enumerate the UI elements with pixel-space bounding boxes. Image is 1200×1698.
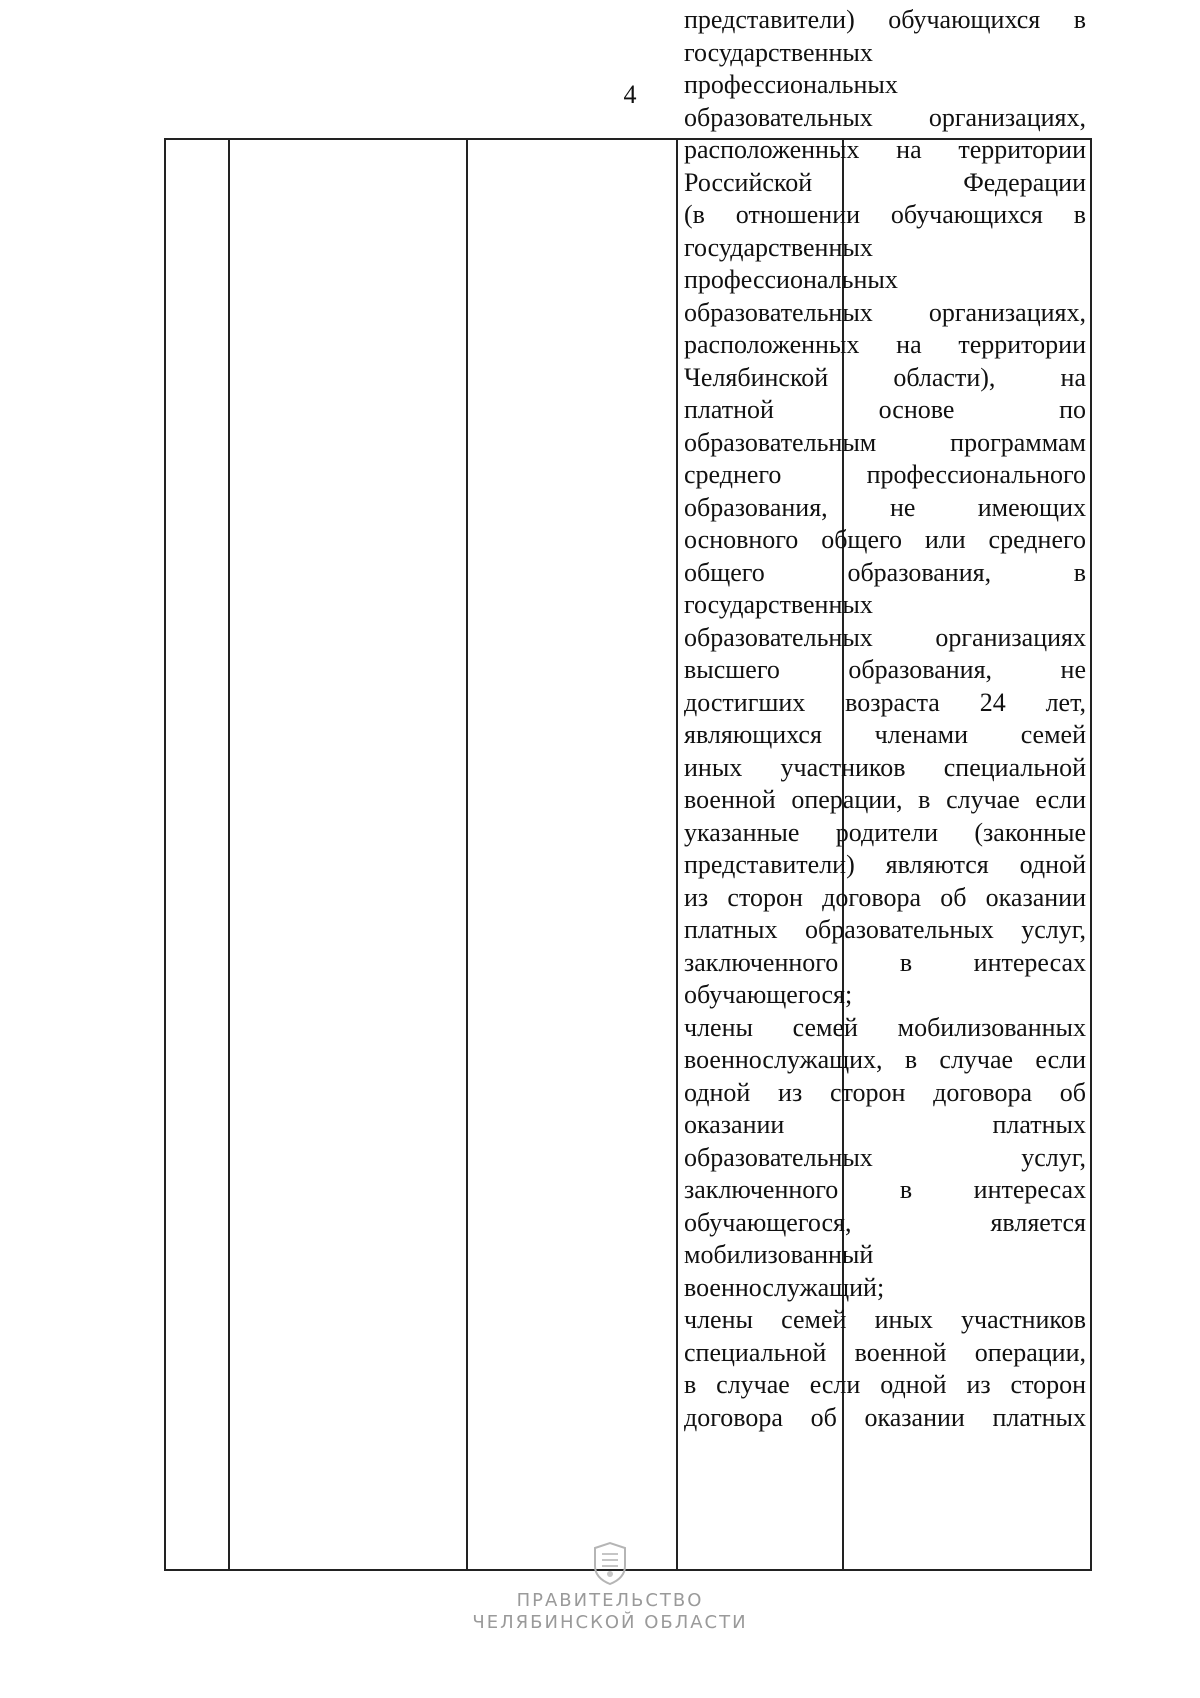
cell-text-line: заключенного в интересах [684,947,1086,977]
cell-text-line: общего образования, в [684,557,1086,587]
cell-text-line: достигших возраста 24 лет, [684,687,1086,717]
cell-text-line: военнослужащий; [684,1272,885,1302]
cell-text-line: образовательным программам [684,427,1086,457]
cell-text-line: представители) обучающихся в [684,5,1086,34]
cell-text-line: мобилизованный [684,1240,874,1269]
cell-text-line: заключенного в интересах [684,1175,1086,1204]
column-divider [466,140,468,1569]
cell-text-line: образования, не имеющих [684,492,1086,522]
stamp-line-1: ПРАВИТЕЛЬСТВО [516,1590,704,1611]
cell-text-line: указанные родители (законные [684,817,1086,847]
cell-text-line: члены семей мобилизованных [684,1012,1086,1042]
cell-text-line: расположенных на территории [684,330,1086,359]
cell-text-line: иных участников специальной [684,752,1086,782]
cell-text-line: государственных [684,232,873,262]
cell-text-line: (в отношении обучающихся в [684,200,1086,229]
cell-text-line: образовательных организациях, [684,102,1086,132]
cell-text-line: профессиональных [684,70,898,99]
cell-text-line: одной из сторон договора об [684,1077,1086,1107]
cell-text-line: из сторон договора об оказании [684,882,1086,912]
cell-text-line: образовательных организациях [684,622,1086,652]
cell-text-line: образовательных организациях, [684,297,1086,327]
cell-text-line: обучающегося, является [684,1207,1086,1237]
column-divider [228,140,230,1569]
government-stamp [460,1540,760,1634]
column-divider [676,140,678,1569]
stamp-line-2: ЧЕЛЯБИНСКОЙ ОБЛАСТИ [472,1612,748,1633]
cell-text-line: государственных [684,37,873,67]
cell-text-line: расположенных на территории [684,135,1086,164]
cell-text-line: платных образовательных услуг, [684,915,1086,944]
cell-text-line: оказании платных [684,1110,1086,1139]
cell-text-line: военной операции, в случае если [684,785,1086,814]
cell-text-line: высшего образования, не [684,655,1086,684]
cell-text-line: являющихся членами семей [684,720,1086,749]
cell-text-line: договора об оказании платных [684,1402,1086,1432]
cell-text-line: образовательных услуг, [684,1142,1086,1172]
page-number: 4 [623,80,637,109]
cell-text-line: специальной военной операции, [684,1337,1086,1367]
cell-text-line: основного общего или среднего [684,525,1086,554]
cell-text-line: члены семей иных участников [684,1305,1086,1334]
cell-text-line: обучающегося; [684,980,853,1009]
cell-text-line: профессиональных [684,265,898,294]
cell-text-line: Челябинской области), на [684,362,1086,392]
cell-text-line: платной основе по [684,395,1086,424]
cell-text-line: среднего профессионального [684,460,1086,489]
cell-text-line: в случае если одной из сторон [684,1370,1086,1399]
coat-of-arms-icon [589,1540,631,1586]
table-cell-text [684,4,1086,1434]
cell-text-line: военнослужащих, в случае если [684,1045,1086,1074]
cell-text-line: Российской Федерации [684,167,1086,197]
cell-text-line: государственных [684,590,873,619]
cell-text-line: представители) являются одной [684,850,1086,879]
